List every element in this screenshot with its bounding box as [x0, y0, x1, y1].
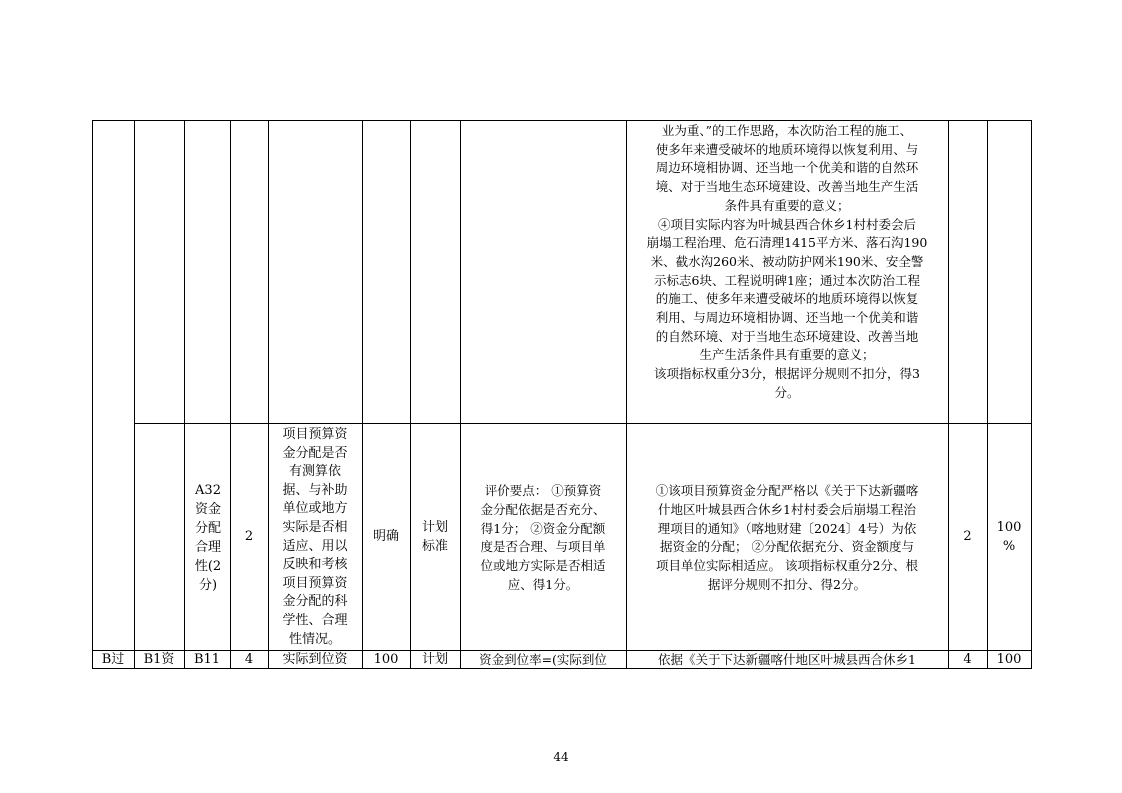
result-line: 的施工、使多年来遭受破坏的地质环境得以恢复: [655, 291, 919, 307]
criteria-line: 金分配依据是否充分、: [480, 501, 606, 517]
top-row-result: [628, 122, 946, 403]
a32-result: [628, 482, 946, 595]
a32-weight: 2: [244, 529, 254, 544]
result-line: 使多年来遭受破坏的地质环境得以恢复利用、与: [655, 141, 919, 157]
criteria-line: 得1分； ②资金分配额: [480, 520, 606, 536]
description-line: 实际是否相: [282, 519, 348, 535]
description-line: 金分配是否: [282, 445, 348, 461]
result-line: 的自然环境、对于当地生态环境建设、改善当地: [655, 328, 919, 344]
a32-source: [410, 519, 460, 556]
description-line: 有测算依: [288, 464, 341, 480]
criteria-line: 评价要点： ①预算资: [484, 483, 602, 498]
result-line: ①该项目预算资金分配严格以《关于下达新疆喀: [655, 483, 919, 498]
b11-level1: B过: [101, 652, 125, 667]
b11-description: 实际到位资: [282, 652, 348, 667]
a32-indicator: [186, 481, 230, 595]
indicator-line: 分配: [194, 521, 221, 536]
description-line: 据、与补助: [282, 482, 348, 498]
criteria-line: 位或地方实际是否相适: [480, 558, 606, 574]
result-line: 周边环境相协调、还当地一个优美和谐的自然环: [655, 160, 919, 176]
b11-result: 依据《关于下达新疆喀什地区叶城县西合休乡1: [658, 652, 916, 667]
source-line: 计划: [421, 520, 448, 535]
description-line: 项目预算资: [282, 575, 348, 591]
b11-criteria: 资金到位率=(实际到位: [479, 652, 607, 667]
a32-rate: [987, 519, 1031, 556]
result-line: ④项目实际内容为叶城县西合休乡1村村委会后: [658, 216, 916, 232]
description-line: 学性、合理: [282, 612, 348, 628]
indicator-line: 性(2: [194, 559, 222, 574]
description-line: 性情况。: [288, 631, 341, 647]
a32-target: 明确: [372, 529, 399, 544]
result-line: 该项指标权重分3分，根据评分规则不扣分，得3: [654, 366, 920, 382]
result-line: 崩塌工程治理、危石清理1415平方米、落石沟190: [646, 235, 928, 251]
b11-target: 100: [373, 652, 399, 667]
result-line: 什地区叶城县西合休乡1村村委会后崩塌工程治: [658, 501, 916, 517]
a32-description: [268, 426, 362, 649]
result-line: 分。: [774, 384, 800, 400]
description-line: 适应、用以: [282, 538, 348, 554]
result-line: 条件具有重要的意义；: [724, 197, 850, 213]
rate-line: %: [1002, 538, 1016, 554]
result-line: 据评分规则不扣分、得2分。: [708, 576, 866, 592]
b11-level2: B1资: [143, 652, 175, 667]
source-line: 标准: [421, 538, 448, 554]
b11-weight: 4: [244, 652, 254, 667]
indicator-line: A32: [195, 483, 221, 498]
b11-source: 计划: [421, 652, 448, 667]
description-line: 项目预算资: [282, 427, 348, 442]
page-number: 44: [553, 750, 569, 764]
result-line: 理项目的通知》（喀地财建〔2024〕4号）为依: [657, 520, 917, 536]
indicator-line: 分): [198, 578, 218, 593]
rate-line: 100: [996, 520, 1022, 535]
a32-criteria: [462, 482, 624, 595]
result-line: 据资金的分配； ②分配依据充分、资金额度与: [660, 539, 914, 555]
criteria-line: 度是否合理、与项目单: [480, 539, 606, 555]
result-line: 项目单位实际相适应。 该项指标权重分2分、根: [656, 558, 918, 574]
indicator-line: 资金: [194, 502, 221, 517]
result-line: 利用、与周边环境相协调、还当地一个优美和谐: [655, 310, 919, 326]
b11-score: 4: [963, 652, 972, 667]
indicator-line: 合理: [194, 540, 221, 555]
result-line: 境、对于当地生态环境建设、改善当地生产生活: [655, 179, 919, 195]
result-line: 生产生活条件具有重要的意义；: [699, 347, 875, 363]
result-line: 示标志6块、工程说明碑1座；通过本次防治工程: [654, 272, 920, 288]
b11-code: B11: [193, 652, 221, 667]
description-line: 金分配的科: [282, 594, 348, 610]
criteria-line: 应、得1分。: [507, 576, 579, 592]
description-line: 单位或地方: [282, 501, 348, 517]
b11-rate: 100: [996, 652, 1022, 667]
result-line: 米、截水沟260米、被动防护网米190米、安全警: [650, 253, 924, 269]
result-line: 业为重、”的工作思路，本次防治工程的施工、: [661, 123, 913, 138]
a32-score: 2: [963, 529, 972, 544]
description-line: 反映和考核: [282, 557, 348, 573]
